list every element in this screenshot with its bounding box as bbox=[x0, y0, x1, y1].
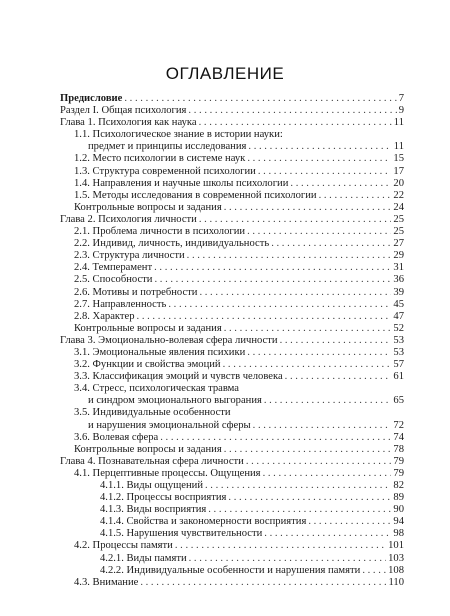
toc-leader-dots bbox=[208, 504, 391, 516]
toc-entry[interactable] bbox=[60, 383, 404, 395]
toc-entry-title: 3.1. Эмоциональные явления психики bbox=[74, 346, 246, 358]
toc-entry[interactable] bbox=[60, 178, 404, 190]
toc-entry-title: 4.1.5. Нарушения чувствительности bbox=[100, 528, 263, 540]
toc-entry[interactable] bbox=[60, 129, 404, 141]
toc-entry-page: 74 bbox=[393, 431, 404, 443]
toc-leader-dots bbox=[290, 178, 391, 190]
toc-entry-page: 9 bbox=[398, 105, 404, 117]
toc-entry[interactable] bbox=[60, 480, 404, 492]
toc-entry-page: 11 bbox=[393, 141, 404, 153]
toc-entry-page: 27 bbox=[393, 238, 404, 250]
toc-leader-dots bbox=[285, 371, 392, 383]
toc-entry-title: и нарушения эмоциональной сферы bbox=[88, 419, 251, 431]
toc-leader-dots bbox=[263, 468, 392, 480]
toc-entry-title: 4.3. Внимание bbox=[74, 576, 139, 588]
toc-leader-dots bbox=[228, 492, 391, 504]
toc-entry[interactable] bbox=[60, 444, 404, 456]
toc-entry-title: 4.2.2. Индивидуальные особенности и нарушения памяти bbox=[100, 564, 361, 576]
toc-entry[interactable] bbox=[60, 456, 404, 468]
toc-entry[interactable] bbox=[60, 250, 404, 262]
toc-entry-page: 39 bbox=[393, 286, 404, 298]
toc-leader-dots bbox=[199, 117, 392, 129]
toc-entry[interactable] bbox=[60, 492, 404, 504]
toc-entry-page: 11 bbox=[393, 117, 404, 129]
toc-leader-dots bbox=[280, 335, 392, 347]
toc-entry-page: 25 bbox=[393, 226, 404, 238]
toc-entry-page: 29 bbox=[393, 250, 404, 262]
toc-entry-page: 89 bbox=[393, 492, 404, 504]
toc-entry-title: и синдром эмоционального выгорания bbox=[88, 395, 262, 407]
toc-entry-title: предмет и принципы исследования bbox=[88, 141, 247, 153]
toc-entry-page: 53 bbox=[393, 334, 404, 346]
toc-leader-dots bbox=[246, 456, 392, 468]
toc-entry[interactable] bbox=[60, 565, 404, 577]
toc-leader-dots bbox=[319, 190, 392, 202]
toc-leader-dots bbox=[224, 202, 392, 214]
toc-entry-page: 45 bbox=[393, 298, 404, 310]
toc-entry-title: 3.3. Классификация эмоций и чувств человека bbox=[74, 371, 283, 383]
toc-entry-page: 22 bbox=[393, 189, 404, 201]
toc-entry-title: 2.7. Направленность bbox=[74, 298, 167, 310]
toc-entry-title: 1.3. Структура современной психологии bbox=[74, 165, 256, 177]
toc-entry-title: Контрольные вопросы и задания bbox=[74, 201, 222, 213]
toc-entry[interactable] bbox=[60, 262, 404, 274]
toc-entry-page: 110 bbox=[388, 576, 404, 588]
toc-entry-page: 79 bbox=[393, 467, 404, 479]
toc-entry-page: 103 bbox=[388, 552, 404, 564]
toc-leader-dots bbox=[199, 287, 391, 299]
toc-entry-page: 57 bbox=[393, 359, 404, 371]
toc-entry-page: 7 bbox=[398, 93, 404, 104]
toc-entry-title: 4.1.3. Виды восприятия bbox=[100, 504, 207, 516]
toc-entry-page: 78 bbox=[393, 443, 404, 455]
toc-leader-dots bbox=[199, 214, 392, 226]
toc-entry-title: 2.3. Структура личности bbox=[74, 250, 185, 262]
toc-entry-page: 94 bbox=[393, 516, 404, 528]
toc-entry-title: Глава 1. Психология как наука bbox=[60, 117, 197, 129]
toc-entry-title: 4.1.2. Процессы восприятия bbox=[100, 492, 227, 504]
toc-entry[interactable] bbox=[60, 468, 404, 480]
toc-entry-title: 1.5. Методы исследования в современной психологии bbox=[74, 189, 317, 201]
toc-leader-dots bbox=[247, 153, 391, 165]
toc-leader-dots bbox=[137, 311, 392, 323]
toc-entry[interactable] bbox=[60, 141, 404, 153]
toc-entry[interactable] bbox=[60, 214, 404, 226]
toc-entry[interactable] bbox=[60, 238, 404, 250]
toc-entry-title: Контрольные вопросы и задания bbox=[74, 443, 222, 455]
toc-entry-title: 4.1. Перцептивные процессы. Ощущения bbox=[74, 467, 261, 479]
toc-entry[interactable] bbox=[60, 311, 404, 323]
toc-entry-title: 2.6. Мотивы и потребности bbox=[74, 286, 198, 298]
toc-entry[interactable] bbox=[60, 347, 404, 359]
toc-entry[interactable] bbox=[60, 504, 404, 516]
toc-entry-page: 24 bbox=[393, 201, 404, 213]
page-title: ОГЛАВЛЕНИЕ bbox=[165, 64, 285, 83]
toc-entry-title: Глава 3. Эмоционально-волевая сфера личности bbox=[60, 334, 278, 346]
toc-entry-title: 3.4. Стресс, психологическая травма bbox=[74, 383, 239, 395]
toc-leader-dots bbox=[248, 141, 391, 153]
toc-entry-page: 31 bbox=[393, 262, 404, 274]
toc-entry-title: 1.2. Место психологии в системе наук bbox=[74, 153, 246, 165]
toc-entry-title: Глава 2. Психология личности bbox=[60, 213, 197, 225]
toc-leader-dots bbox=[124, 93, 396, 105]
toc-leader-dots bbox=[258, 166, 392, 178]
toc-entry-title: 4.1.1. Виды ощущений bbox=[100, 480, 203, 491]
toc-entry-page: 52 bbox=[393, 322, 404, 334]
toc-entry-title: 1.1. Психологическое знание в истории науки: bbox=[74, 129, 283, 141]
toc-entry[interactable] bbox=[60, 153, 404, 165]
toc-entry[interactable] bbox=[60, 226, 404, 238]
toc-entry-page: 20 bbox=[393, 177, 404, 189]
toc-entry[interactable] bbox=[60, 540, 404, 552]
toc-entry[interactable] bbox=[60, 371, 404, 383]
toc-entry-page: 98 bbox=[393, 528, 404, 540]
toc-entry-title: 3.5. Индивидуальные особенности bbox=[74, 407, 231, 419]
toc-entry[interactable] bbox=[60, 166, 404, 178]
toc-leader-dots bbox=[247, 226, 391, 238]
toc-entry-page: 61 bbox=[393, 371, 404, 383]
toc-entry-page: 101 bbox=[388, 540, 404, 552]
toc-entry-page: 108 bbox=[388, 564, 404, 576]
toc-entry-page: 25 bbox=[393, 213, 404, 225]
toc-entry-page: 90 bbox=[393, 504, 404, 516]
toc-leader-dots bbox=[271, 238, 391, 250]
toc-leader-dots bbox=[140, 577, 386, 589]
toc-entry[interactable] bbox=[60, 190, 404, 202]
toc-entry-title: 2.1. Проблема личности в психологии bbox=[74, 226, 246, 238]
toc-entry[interactable] bbox=[60, 202, 404, 214]
toc-entry-page: 72 bbox=[393, 419, 404, 431]
toc-leader-dots bbox=[264, 528, 391, 540]
toc-entry-title: Контрольные вопросы и задания bbox=[74, 322, 222, 334]
toc-entry-title: Предисловие bbox=[60, 93, 123, 104]
toc-entry-title: 1.4. Направления и научные школы психологии bbox=[74, 177, 289, 189]
toc-leader-dots bbox=[154, 274, 391, 286]
toc-entry-title: 4.2. Процессы памяти bbox=[74, 540, 173, 552]
toc-entry[interactable] bbox=[60, 93, 404, 105]
toc-entry-title: Раздел I. Общая психология bbox=[60, 105, 187, 117]
toc-leader-dots bbox=[187, 250, 392, 262]
toc-leader-dots bbox=[362, 565, 386, 577]
toc-entry-title: 3.6. Волевая сфера bbox=[74, 431, 159, 443]
toc-leader-dots bbox=[160, 432, 391, 444]
toc-entry[interactable] bbox=[60, 359, 404, 371]
toc-entry[interactable] bbox=[60, 553, 404, 565]
toc-entry-page: 15 bbox=[393, 153, 404, 165]
toc-entry-page: 65 bbox=[393, 395, 404, 407]
toc-leader-dots bbox=[224, 323, 392, 335]
toc-entry[interactable] bbox=[60, 299, 404, 311]
toc-leader-dots bbox=[168, 299, 391, 311]
toc-leader-dots bbox=[189, 553, 386, 565]
toc-leader-dots bbox=[205, 480, 391, 492]
toc-entry[interactable] bbox=[60, 432, 404, 444]
toc-entry-title: 4.1.4. Свойства и закономерности восприятия bbox=[100, 516, 307, 528]
toc-leader-dots bbox=[264, 395, 392, 407]
table-of-contents bbox=[60, 93, 404, 589]
toc-entry-title: Глава 4. Познавательная сфера личности bbox=[60, 455, 244, 467]
toc-entry-page: 36 bbox=[393, 274, 404, 286]
toc-entry-title: 4.2.1. Виды памяти bbox=[100, 552, 187, 564]
toc-entry[interactable] bbox=[60, 407, 404, 419]
toc-entry[interactable] bbox=[60, 516, 404, 528]
toc-entry-title: 2.4. Темперамент bbox=[74, 262, 153, 274]
toc-entry[interactable] bbox=[60, 274, 404, 286]
toc-entry-title: 2.2. Индивид, личность, индивидуальность bbox=[74, 238, 270, 250]
toc-leader-dots bbox=[308, 516, 391, 528]
toc-entry[interactable] bbox=[60, 395, 404, 407]
toc-entry[interactable] bbox=[60, 117, 404, 129]
toc-entry[interactable] bbox=[60, 105, 404, 117]
toc-leader-dots bbox=[154, 262, 391, 274]
toc-entry-page: 17 bbox=[393, 165, 404, 177]
toc-entry[interactable] bbox=[60, 420, 404, 432]
toc-leader-dots bbox=[223, 359, 392, 371]
toc-entry[interactable] bbox=[60, 287, 404, 299]
toc-entry-page: 53 bbox=[393, 346, 404, 358]
toc-leader-dots bbox=[247, 347, 391, 359]
toc-entry-page: 82 bbox=[393, 480, 404, 491]
toc-leader-dots bbox=[188, 105, 396, 117]
toc-leader-dots bbox=[253, 420, 392, 432]
toc-leader-dots bbox=[224, 444, 392, 456]
toc-entry[interactable] bbox=[60, 323, 404, 335]
toc-entry-title: 2.5. Способности bbox=[74, 274, 153, 286]
toc-entry-page: 79 bbox=[393, 455, 404, 467]
toc-entry[interactable] bbox=[60, 335, 404, 347]
toc-leader-dots bbox=[175, 540, 386, 552]
toc-entry-title: 2.8. Характер bbox=[74, 310, 135, 322]
toc-entry[interactable] bbox=[60, 577, 404, 589]
toc-entry-page: 47 bbox=[393, 310, 404, 322]
toc-entry[interactable] bbox=[60, 528, 404, 540]
toc-entry-title: 3.2. Функции и свойства эмоций bbox=[74, 359, 221, 371]
